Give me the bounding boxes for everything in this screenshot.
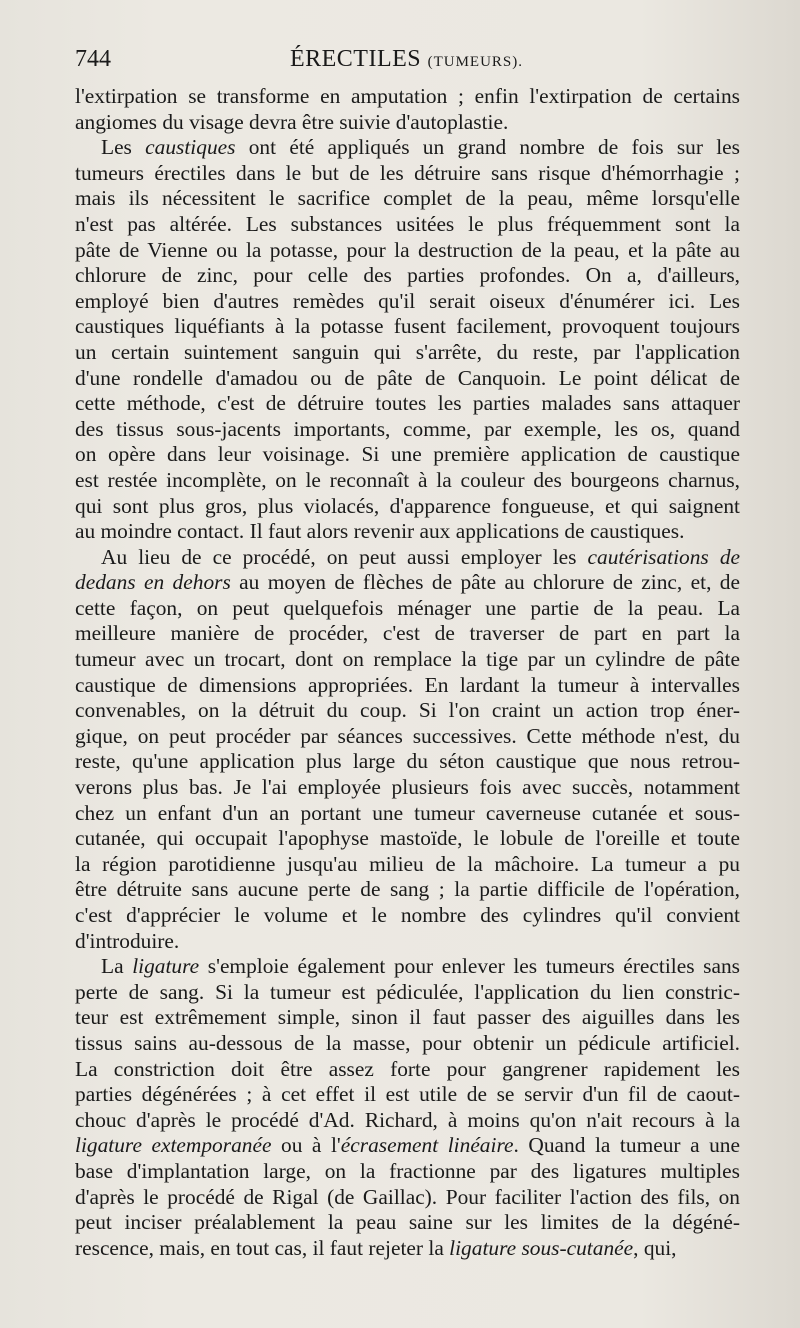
text-line: convenables, on la détruit du coup. Si l'on craint un action trop éner- (75, 698, 740, 723)
page-number: 744 (75, 46, 111, 72)
text-line: angiomes du visage devra être suivie d'autoplastie. (75, 109, 509, 134)
text-line: Au lieu de ce procédé, on peut aussi employer les cautérisations de (101, 544, 741, 569)
text-line: reste, qu'une application plus large du séton caustique que nous retrou- (75, 749, 740, 774)
text-line: gique, on peut procéder par séances successives. Cette méthode n'est, du (75, 723, 740, 748)
text-line: pâte de Vienne ou la potasse, pour la destruction de la peau, et la pâte au (75, 237, 740, 262)
text-line: verons plus bas. Je l'ai employée plusieurs fois avec succès, notamment (75, 775, 740, 800)
text-line: parties dégénérées ; à cet effet il est utile de se servir d'un fil de caout- (75, 1082, 740, 1107)
text-line: la région parotidienne jusqu'au milieu de la mâchoire. La tumeur a pu (75, 851, 740, 876)
text-line: rescence, mais, en tout cas, il faut rejeter la ligature sous-cutanée, qui, (75, 1235, 677, 1260)
text-line: est restée incomplète, on le reconnaît à la couleur des bourgeons charnus, (75, 467, 740, 492)
text-line: caustiques liquéfiants à la potasse fusent facilement, provoquent toujours (75, 314, 740, 339)
text-line: un certain suintement sanguin qui s'arrête, du reste, par l'application (75, 339, 740, 364)
text-line: caustique de dimensions appropriées. En lardant la tumeur à intervalles (75, 672, 740, 697)
text-line: tissus sains au-dessous de la masse, pour obtenir un pédicule artificiel. (75, 1030, 740, 1055)
text-line: c'est d'apprécier le volume et le nombre des cylindres qu'il convient (75, 903, 740, 927)
text-line: employé bien d'autres remèdes qu'il serait oiseux d'énumérer ici. Les (75, 288, 740, 313)
italic-term: dedans en dehors (75, 570, 231, 595)
text-line: chouc d'après le procédé d'Ad. Richard, à moins qu'on n'ait recours à la (75, 1107, 740, 1132)
text-line: teur est extrêmement simple, sinon il faut passer des aiguilles dans les (75, 1005, 740, 1030)
text-line: être détruite sans aucune perte de sang ; la partie difficile de l'opération, (75, 877, 740, 902)
text-line: n'est pas altérée. Les substances usitées le plus fréquemment sont la (75, 211, 740, 236)
italic-term: ligature extemporanée (75, 1133, 272, 1158)
text-line: cette méthode, c'est de détruire toutes les parties malades sans attaquer (75, 391, 740, 416)
page-header (75, 46, 738, 78)
text-line: base d'implantation large, on la fractionne par des ligatures multiples (75, 1158, 740, 1183)
text-line: d'une rondelle d'amadou ou de pâte de Canquoin. Le point délicat de (75, 365, 740, 390)
running-title (75, 46, 738, 73)
italic-term: ligature (132, 954, 200, 979)
text-line: cutanée, qui occupait l'apophyse mastoïde, le lobule de l'oreille et toute (75, 826, 740, 851)
text-line: ligature extemporanée ou à l'écrasement linéaire. Quand la tumeur a une (75, 1133, 740, 1158)
text-line: tumeur avec un trocart, dont on remplace la tige par un cylindre de pâte (75, 647, 740, 672)
text-line: au moindre contact. Il faut alors revenir aux applications de caustiques. (75, 519, 685, 544)
text-line: chez un enfant d'un an portant une tumeur caverneuse cutanée et sous- (75, 800, 740, 825)
text-line: on opère dans leur voisinage. Si une première application de caustique (75, 442, 740, 467)
text-line: qui sont plus gros, plus violacés, d'apparence fongueuse, et qui saignent (75, 493, 740, 518)
text-line: cette façon, on peut quelquefois ménager une partie de la peau. La (75, 595, 740, 620)
italic-term: cautérisations de (587, 544, 741, 569)
text-line: La ligature s'emploie également pour enlever les tumeurs érectiles sans (101, 954, 740, 979)
italic-term: écrasement linéaire (340, 1133, 514, 1158)
italic-term: ligature sous-cutanée (449, 1235, 634, 1260)
text-line: tumeurs érectiles dans le but de les détruire sans risque d'hémorrhagie ; (75, 160, 740, 185)
text-line: dedans en dehors au moyen de flèches de pâte au chlorure de zinc, et, de (75, 570, 740, 595)
text-line: mais ils nécessitent le sacrifice complet de la peau, même lorsqu'elle (75, 186, 740, 211)
text-line: d'après le procédé de Rigal (de Gaillac). Pour faciliter l'action des fils, on (75, 1184, 740, 1209)
body-text (75, 84, 740, 1261)
italic-term: caustiques (145, 135, 236, 160)
running-title-main: ÉRECTILES (289, 46, 422, 72)
text-line: des tissus sous-jacents importants, comme, par exemple, les os, quand (75, 416, 740, 441)
text-line: La constriction doit être assez forte pour gangrener rapidement les (75, 1056, 740, 1081)
text-line: Les caustiques ont été appliqués un grand nombre de fois sur les (101, 135, 740, 160)
running-title-sub: (TUMEURS). (427, 54, 524, 70)
text-line: chlorure de zinc, pour celle des parties profondes. On a, d'ailleurs, (75, 263, 740, 288)
text-line: l'extirpation se transforme en amputation ; enfin l'extirpation de certains (75, 84, 740, 108)
text-line: peut inciser préalablement la peau saine sur les limites de la dégéné- (75, 1210, 740, 1235)
text-line: meilleure manière de procéder, c'est de traverser de part en part la (75, 621, 740, 646)
text-line: perte de sang. Si la tumeur est pédiculée, l'application du lien constric- (75, 979, 740, 1004)
text-line: d'introduire. (75, 928, 180, 953)
